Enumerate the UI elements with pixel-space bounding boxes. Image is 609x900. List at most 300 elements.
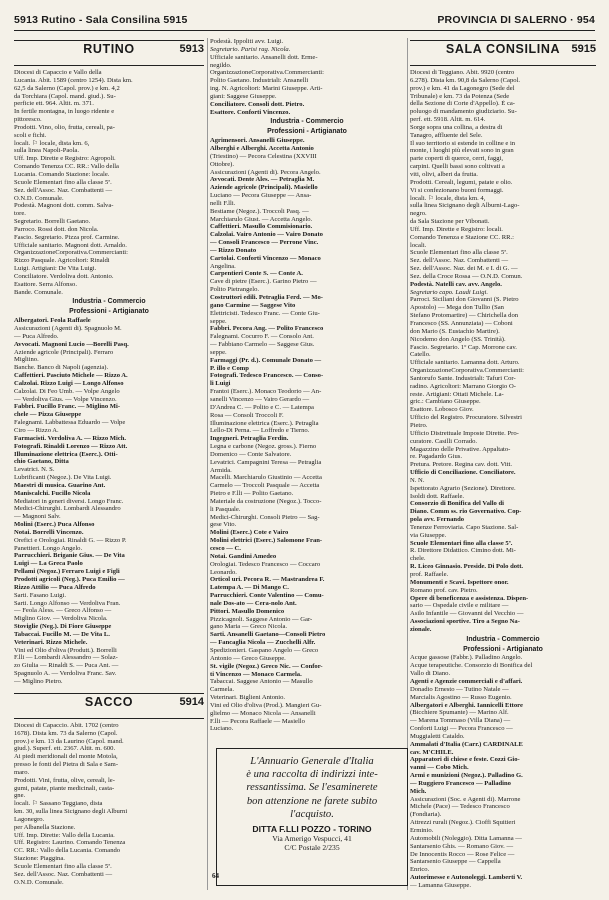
entry-line: Santarsenio Ghis. — Romano Giov. — xyxy=(410,842,514,850)
entry-line: — Fancaglia Nicola — Zucchelli Alfr. xyxy=(210,639,316,647)
entry-line: Molini elettrici (Eserc.) Salomone Fran- xyxy=(210,537,323,545)
entry-line: restе. Artigiani: Ottati Michele. La- xyxy=(410,390,504,398)
section-heading: Professioni - Artigianato xyxy=(69,308,149,316)
entry-line: Mich. xyxy=(410,787,427,795)
entry-line: Miglino Giov. — Verdoliva Nicola. xyxy=(14,615,108,623)
entry-line: Automobili (Noleggio). Ditta Lamanna — xyxy=(410,834,522,842)
entry-line: Marchiarulo Giust. — Accetta Angelo. xyxy=(210,215,313,223)
entry-line: Panettieri. Longo Angelo. xyxy=(14,544,83,552)
entry-line: — Lamanna Giuseppe. xyxy=(410,881,471,889)
entry-line: (Fondiaria). xyxy=(410,811,442,819)
entry-line: Prodotti agricoli (Neg.). Puca Emilio — xyxy=(14,576,125,583)
entry-line: Mediatori in generi diversi. Longo Franc. xyxy=(14,497,124,505)
entry-line: Maniscalchi. Fucillo Nicola xyxy=(14,489,91,497)
entry-line: Ufficio Distrettuale Imposte Dirette. Pro- xyxy=(410,429,519,437)
entry-line: Podestà. Magnoni dott. comm. Salva- xyxy=(14,202,114,210)
entry-line: Prodotti. Vini, frutta, olive, cereali, le- xyxy=(14,776,115,784)
entry-line: Albergatori e Alberghi. Iannicelli Ettore xyxy=(410,701,523,709)
entry-line: Domenico — Conte Salvatore. xyxy=(210,450,292,458)
entry-line: Caffettieri. Masullo Commisionario. xyxy=(210,223,313,231)
entry-line: Ingegneri. Petraglia Ferdin. xyxy=(210,435,289,443)
entry-line: chele — Pizza Giuseppe xyxy=(14,411,82,419)
entry-line: Magazzino delle Privative. Appaltato- xyxy=(410,445,511,453)
entry-line: Parrucchieri. Conte Valentino — Comu- xyxy=(210,592,324,600)
entry-line: Luigi. Artigiani: De Vita Luigi. xyxy=(14,265,97,273)
entry-line: Acque terapeutiche. Consorzio di Bonifica del xyxy=(410,662,533,670)
entry-line: Elettricisti. Tedesco Franc. — Conte Giu- xyxy=(210,309,320,317)
entry-line: Marcialis Agostino — Russo Eugenio. xyxy=(410,693,512,701)
entry-line: Santarsenio Giuseppe — Cappella xyxy=(410,858,501,866)
entry-line: St. vigile (Negoz.) Greco Nic. — Confor- xyxy=(210,662,323,670)
entry-line: Illuminazione elettrica (Eserc.). Otti- xyxy=(14,450,118,458)
entry-line: da Torchiara (Capol. mand. giud.). Su- xyxy=(14,92,116,100)
entry-line: — Consoli Francesco — Perrone Vinc. xyxy=(210,239,319,247)
section-heading: Industria - Commercio xyxy=(466,635,540,643)
entry-line: Ottobre). xyxy=(210,160,234,168)
entry-line: Fascio. Segretario. Pizza prof. Carmine. xyxy=(14,233,120,241)
section-heading: Industria - Commercio xyxy=(72,298,146,306)
entry-line: 6.278). Dista km. 90,8 da Salerno (Capol. xyxy=(410,76,521,84)
entry-line: re. Pagadardo Gius. xyxy=(410,453,463,461)
entry-line: (Triestino) — Pecora Celestina (XXVIII xyxy=(210,152,317,160)
advertisement-box xyxy=(216,748,408,886)
entry-line: Fabbri. Pecora Ang. — Polito Francesco xyxy=(210,325,324,333)
entry-line: pittoresco. xyxy=(14,116,42,124)
entry-line: Parroci. Siciliani don Giovanni (S. Pietro xyxy=(410,296,519,304)
entry-line: Vini ed Olio d'oliva (Produtt.). Borrelli xyxy=(14,646,117,654)
entry-line: Medici-Chirurghi. Lombardi Alessandro xyxy=(14,505,121,513)
entry-line: Carpentieri Conte S. — Conte A. xyxy=(210,270,303,278)
entry-line: prov.) e km. 13 da Laurino (Capol. mand. xyxy=(14,737,124,745)
entry-line: Ammalati d'Italia (Carr.) CARDINALE xyxy=(410,740,523,748)
entry-line: Falegnami. Labbattessa Eduardo — Volpe xyxy=(14,419,126,427)
entry-line: Conciliatore. Verdoliva dott. Antonio. xyxy=(14,272,114,280)
entry-line: Avvocati. Dente Ales. — Petraglia M. xyxy=(210,176,315,184)
entry-line: viti, olivi, alberi da frutta. xyxy=(410,170,478,178)
entry-line: Avvocati. Magnoni Lucio —Borelli Pasq. xyxy=(14,340,129,348)
town-number: 5913 xyxy=(179,43,204,55)
entry-line: prov.) e km. 41 da Lagonegro (Sede del xyxy=(410,84,515,92)
entry-line: Carmela. xyxy=(210,686,234,694)
entry-line: Luciano. xyxy=(210,725,234,733)
entry-line: Orticol uri. Pecora R. — Mastrandrea F. xyxy=(210,576,325,584)
entry-line: Sarti. Longo Alfonso — Verdoliva Fran. xyxy=(14,599,121,607)
town-name: SACCO xyxy=(84,694,134,709)
entry-line: Pretura. Pretore. Regina cav. dott. Vitt. xyxy=(410,461,512,469)
entry-line: Agenti e Agenzie commerciali e d'affari. xyxy=(410,677,523,685)
entry-line: Scuole Elementari fino alla classe 5ª. xyxy=(14,178,112,186)
entry-line: Prodotti. Vino, olio, frutta, cereali, pa- xyxy=(14,123,115,131)
entry-line: Orologiai. Tedesco Francesco — Coccaro xyxy=(210,560,321,568)
entry-line: Enrico. xyxy=(410,866,430,874)
page-number: 64 xyxy=(212,872,219,880)
entry-line: D'Andrea C. — Polito e C. — Latempa xyxy=(210,403,314,411)
entry-line: Sez. dell'Assoc. Naz. Combattenti — xyxy=(410,257,509,265)
entry-line: — Feola Aless. — Greco Alfonso — xyxy=(14,607,112,615)
entry-line: Esattore. Serra Alfonso. xyxy=(14,280,77,288)
section-heading: Professioni - Artigianato xyxy=(463,645,543,653)
entry-line: chio Gaetano, Ditta xyxy=(14,458,69,466)
entry-line: R. Direttore Didattico. Cimino dott. Mi- xyxy=(410,547,516,555)
entry-line: OrganizzazioneCorporativa.Commercianti: xyxy=(410,367,524,375)
entry-line: Veterinari. Biglieni Antonio. xyxy=(210,694,286,702)
entry-line: 62,5 da Salerno (Capol. prov.) e km. 4,2 xyxy=(14,84,120,92)
entry-line: De Innocentis Rocco — Rose Felice — xyxy=(410,850,515,858)
entry-line: zionale. xyxy=(410,625,432,633)
entry-line: Conforti Luigi — Pecora Francesco — xyxy=(410,725,513,733)
entry-line: locali. ⚐ locale, dista km. 4, xyxy=(410,194,486,202)
entry-line: Maestri di musica. Guarino Ant. xyxy=(14,481,106,489)
entry-line: Aziende agricole (Principali). Ferraro xyxy=(14,348,114,356)
entry-line: Comando Tenenza CC. RR.: Vallo della xyxy=(14,163,119,171)
entry-line: Lagonegro. xyxy=(14,815,45,823)
entry-line: Sez. dell'Assoc. Naz. dei M. e I. di G. — xyxy=(410,265,518,273)
entry-line: gumi, patate, piante medicinali, casta- xyxy=(14,784,115,792)
entry-line: Rosa — Consoli Troccoli F. xyxy=(210,411,284,419)
entry-line: Assicurazioni (Soc. e Agenti di). Marrone xyxy=(410,795,521,803)
entry-line: — Rizzo Donato xyxy=(210,246,257,254)
entry-line: — Ruggiero Francesco — Palladino xyxy=(410,779,511,787)
entry-line: Sorge sopra una collina, a destra di xyxy=(410,123,503,131)
entry-line: Michele (Pace) — Tedesco Francesco xyxy=(410,803,510,811)
entry-line: Tabaccai. Saggese Antonio — Masullo xyxy=(210,678,313,686)
entry-line: Orefici e Orologiai. Rinaldi G. — Rizzo P. xyxy=(14,536,127,544)
entry-line: Romano prof. cav. Pietro. xyxy=(410,586,478,594)
entry-line: Ufficiale sanitario. Ansanelli dott. Erme- xyxy=(210,53,318,61)
entry-line: Segretario capo. Laudi Luigi. xyxy=(410,288,488,296)
entry-line: Pietro e F.lli — Polito Gaetano. xyxy=(210,490,294,498)
entry-line: Apostolo) — Mega don Tullio (San xyxy=(410,304,504,312)
entry-line: Esattore. Conforti Vincenzo. xyxy=(210,108,291,116)
entry-line: CC. RR.: Vallo della Lucania. Comando xyxy=(14,847,121,855)
entry-line: monte, i luoghi più elevati sono in gran xyxy=(410,147,514,155)
entry-line: Luciano — Pecora Giuseppe — Ansa- xyxy=(210,192,312,200)
entry-line: Vallo di Diano. xyxy=(410,670,451,678)
entry-line: Macelli. Marchiarulo Giustinio — Accetta xyxy=(210,474,322,482)
entry-line: tore. xyxy=(14,210,26,218)
entry-line: Sez. dell'Assoc. Naz. Combattenti — xyxy=(14,186,113,194)
entry-line: Diocesi di Teggiano. Abit. 9920 (centro xyxy=(410,69,515,76)
entry-line: Diano. Comm ss. rio Governativo. Cop- xyxy=(410,508,522,516)
section-heading: Industria - Commercio xyxy=(270,118,344,126)
entry-line: Isoldi dott. Raffaele. xyxy=(410,492,465,500)
entry-line: Sarti. Fasano Luigi. xyxy=(14,591,67,599)
entry-line: Uff. Imp. Dirette: Vallo della Lucania. xyxy=(14,831,115,839)
entry-line: Fotografi. Rinaldi Lorenzo — Rizzo Att. xyxy=(14,442,128,450)
entry-line: Polito Pietrangelo. xyxy=(210,286,260,294)
entry-line: da Sala Stazione per Vibonati. xyxy=(410,218,490,226)
entry-line: Molini (Eserc.) Cote e Vairo xyxy=(210,529,289,537)
entry-line: Ufficio di Conciliazione. Conciliatore. xyxy=(410,469,516,477)
entry-line: Sarti. Ansanelli Gaetano—Consoli Pietro xyxy=(210,631,326,639)
entry-line: Ufficio del Registro. Procuratore. Silvestri xyxy=(410,414,522,422)
entry-line: — Verdoliva Gius. — Volpe Vincenzo. xyxy=(14,395,117,403)
entry-line: OrganizzazioneCorporativa.Commercianti: xyxy=(14,249,128,257)
entry-line: Ai piedi meridionali del monte Motola, xyxy=(14,753,118,761)
entry-line: ing. N. Agricoltori: Marini Giuseppe. Arti- xyxy=(210,85,323,93)
entry-line: Podestà. Ippoliti avv. Luigi. xyxy=(210,38,284,45)
entry-line: Bande. Comunale. xyxy=(14,288,63,296)
column-left xyxy=(14,38,204,892)
entry-line: pola avv. Fernando xyxy=(410,516,465,524)
entry-line: nale Dos-ato — Cera-nolo Ant. xyxy=(210,599,297,607)
entry-line: sulla linea Napoli-Paola. xyxy=(14,147,80,155)
entry-line: Cave di pietre (Eserc.). Garino Pietro — xyxy=(210,278,317,286)
entry-line: per Albanella Stazione. xyxy=(14,823,76,831)
entry-line: Cartolai. Conforti Vincenzo — Monaco xyxy=(210,254,321,262)
entry-line: gano Carmine — Saggese Vito xyxy=(210,301,296,309)
entry-line: Scuole Elementari fino alla classe 5ª. xyxy=(410,539,513,547)
spacer xyxy=(14,686,204,691)
entry-line: Calzolai. Rizzo Luigi — Longo Alfonso xyxy=(14,379,124,387)
entry-line: — Puca Alfredo. xyxy=(14,332,59,340)
entry-line: Fabbri. Fucillo Franc. — Miglino Mi- xyxy=(14,403,121,411)
entry-line: Migliino. xyxy=(14,356,39,364)
entry-line: Esattore. Lobosco Giov. xyxy=(410,406,474,414)
entry-line: Sez. dell'Assoc. Naz. Combattenti — xyxy=(14,870,113,878)
entry-line: Vini ed Olio d'oliva (Prod.). Mangieri Gu- xyxy=(210,701,322,709)
town-heading xyxy=(14,693,204,719)
entry-line: Ciro — Rizzo A. xyxy=(14,426,59,434)
entry-line: Diocesi di Capaccio. Abit. 1702 (centro xyxy=(14,721,119,729)
entry-line: giud.). Superf. ett. 2367. Altit. m. 600. xyxy=(14,745,116,753)
entry-line: Uff. Imp. Dirette e Registro: Agropoli. xyxy=(14,155,116,163)
entry-line: Parrucchieri. Briganie Gius. — De Vita xyxy=(14,552,125,560)
entry-line: prof. Raffaele. xyxy=(410,571,449,578)
page-header xyxy=(14,10,595,31)
entry-line: (Bicchiere Spumante) — Marino Alf. xyxy=(410,709,509,717)
entry-line: Fotografi. Tedesco Francesco. — Conso- xyxy=(210,372,324,380)
entry-line: — Magnoni Salv. xyxy=(14,513,61,521)
column-right xyxy=(410,38,596,892)
entry-line: Angelina. xyxy=(210,262,236,270)
entry-line: li Pasquale. xyxy=(210,505,241,513)
entry-line: Pizzicagnoli. Saggese Antonio — Gar- xyxy=(210,615,313,623)
entry-line: Tanagro, affluente del Sele. xyxy=(410,131,483,139)
entry-line: glielmo — Monaco Nicola — Ansanelli xyxy=(210,709,316,717)
entry-line: perficie ett. 964. Altit. m. 371. xyxy=(14,100,94,108)
entry-line: maro. xyxy=(14,768,30,776)
entry-line: Ufficiale sanitario. Magnoni dott. Arnaldo. xyxy=(14,241,127,249)
entry-line: zo Giulia — Rinaldi S. — Puca Ant. — xyxy=(14,662,119,670)
entry-line: nelli F.lli. xyxy=(210,199,236,207)
entry-line: Tribunale) e km. 73 da Potenza (Sede xyxy=(410,92,510,100)
entry-line: seppe. xyxy=(210,317,227,325)
entry-line: scoli e fichi. xyxy=(14,131,47,139)
entry-line: locali. ⚐ locale, dista km. 6, xyxy=(14,139,90,147)
entry-line: Segretario. Parisi rag. Nicola. xyxy=(210,45,291,53)
entry-line: Ispettorato Agrario (Sezione). Direttore. xyxy=(410,484,516,492)
entry-line: Assicurazioni (Agenti di). Pecora Angelo. xyxy=(210,168,321,176)
entry-line: Costruttori edili. Petraglia Ferd. — Mo- xyxy=(210,294,323,301)
town-name: RUTINO xyxy=(83,42,135,56)
ad-text: L'Annuario Generale d'Italia è una raccolta di indirizzi inte- ressantissima. Se l'esaminerete bon attenzione ne farete subito l'acquisto. xyxy=(246,756,378,820)
entry-line: Comando Tenenza e Stazione CC. RR.: xyxy=(410,233,514,241)
entry-line: sanelli Vincenzo — Vairo Gerardo — xyxy=(210,395,310,403)
entry-line: R. Liceo Ginnasio. Preside. Di Polo dott. xyxy=(410,563,524,571)
entry-line: Sez. della Croce Rossa — O.N.D. Comun. xyxy=(410,272,523,280)
entry-line: Podestà. Natelli cav. avv. Angelo. xyxy=(410,280,502,288)
entry-line: — Miglino Pietro. xyxy=(14,677,63,685)
entry-line: Opere di beneficenza e assistenza. Dispen- xyxy=(410,594,529,602)
entry-line: 1678). Dista km. 73 da Salerno (Capol. xyxy=(14,729,118,737)
entry-line: Stazione: Piaggina. xyxy=(14,855,65,863)
entry-line: Polito Gaetano. Industriali: Ansanelli xyxy=(210,77,309,85)
entry-line: ti Vincenzo — Monaco Carmela. xyxy=(210,670,302,678)
entry-line: curatore. Casilli Corrado. xyxy=(410,437,478,445)
entry-line: Rizzo Pasquale. Agricoltori: Rinaldi xyxy=(14,257,110,265)
entry-line: Calzolai. Di Feo Umb. — Volpe Angelo xyxy=(14,387,120,395)
entry-line: Pietro. xyxy=(410,421,428,429)
entry-line: poluogo di mandamento giudiziario. Su- xyxy=(410,108,517,116)
entry-line: Uff. Registro: Laurino. Comando Tenenza xyxy=(14,839,126,847)
entry-line: Molini (Eserc.) Puca Alfonso xyxy=(14,521,95,529)
entry-line: Latempa A. — Di Mango C. xyxy=(210,584,289,592)
entry-line: Segretario. Borrelli Gaetano. xyxy=(14,218,91,226)
entry-line: Consorzio di Bonifica del Vallo di xyxy=(410,500,504,508)
entry-line: Levatrici. Campagnini Teresa — Petraglia xyxy=(210,458,322,466)
entry-line: Frantoi (Eserc.). Monaco Teodorio — An- xyxy=(210,388,322,396)
entry-line: Tenenze Ferroviaria. Capo Stazione. Sal- xyxy=(410,523,519,531)
entry-line: Stoviglie (Neg.). Di Fiore Giuseppe xyxy=(14,623,112,631)
column-divider xyxy=(207,38,208,890)
entry-line: N. N. xyxy=(410,476,425,484)
entry-line: Agrimensori. Ansanelli Giuseppe. xyxy=(210,137,305,145)
entry-line: Aziende agricole (Principali). Masiello xyxy=(210,184,318,192)
entry-line: Muggialetti Cataldo. xyxy=(410,732,465,740)
entry-line: negildo. xyxy=(210,61,232,69)
entry-line: Tabaccai. Fucillo M. — De Vita L. xyxy=(14,630,110,638)
town-number: 5914 xyxy=(179,695,204,708)
entry-line: sario — Ospedale civile e militare — xyxy=(410,602,509,610)
entry-line: Farmaggi (Pr. d.). Comunale Donato — xyxy=(210,356,322,364)
ad-address: Via Amerigo Vespucci, 41 xyxy=(272,834,352,844)
entry-line: Spagnuolo A. — Verdoliva Franc. Sav. xyxy=(14,670,117,678)
entry-line: In fertile montagna, in luogo ridente e xyxy=(14,108,115,116)
entry-line: gese Vito. xyxy=(210,521,237,529)
entry-line: Albergatori. Feola Raffaele xyxy=(14,317,91,325)
entry-line: F.lli — Lombardi Alessandro — Solaz- xyxy=(14,654,118,662)
entry-line: Francesco (SS. Annunziata) — Coboni xyxy=(410,320,513,327)
entry-line: Spedizionieri. Gaspano Angelo — Greco xyxy=(210,646,319,654)
entry-line: presso le fonti del Pietra di Sala e Sam- xyxy=(14,761,119,769)
entry-line: via Giuseppe. xyxy=(410,531,447,539)
entry-line: Nicodemo don Angelo (SS. Trinità). xyxy=(410,335,506,343)
entry-line: cesco — C. xyxy=(210,545,241,552)
entry-line: Farmacisti. Verdoliva A. — Rizzo Mich. xyxy=(14,434,127,442)
entry-line: radino. Agricoltori: Marrano Giorgio O- xyxy=(410,382,516,390)
entry-line: Catello. xyxy=(410,351,431,359)
entry-line: Falegnami. Cocurrο F. — Consolo Ant. xyxy=(210,333,314,341)
entry-line: Monumenti e Scavi. Ispettore onor. xyxy=(410,578,509,586)
entry-line: Parroco. Rossi dott. don Nicola. xyxy=(14,225,99,233)
entry-line: Leonardo. xyxy=(210,568,237,576)
town-number: 5915 xyxy=(571,43,596,55)
entry-line: locali. xyxy=(410,241,427,249)
entry-line: Santorufo Sante. Industriali: Tafuri Cor- xyxy=(410,374,516,382)
running-head-right: PROVINCIA DI SALERNO · 954 xyxy=(437,14,595,26)
entry-line: Associazioni sportive. Tiro a Segno Na- xyxy=(410,618,520,626)
entry-line: locali. ⚐ Sassano Teggiano, dista xyxy=(14,800,103,808)
town-name: SALA CONSILINA xyxy=(445,42,561,56)
entry-line: Medici-Chirurghi. Consoli Pietro — Sag- xyxy=(210,513,320,521)
town-heading xyxy=(14,40,204,66)
entry-line: don Mario (S. Eustachio Martire). xyxy=(410,327,500,335)
entry-line: Fascio. Segretario. 1º Cap. Morrone cav. xyxy=(410,343,517,351)
entry-line: Donadio Ernesto — Tutino Natale — xyxy=(410,685,509,693)
ad-postal-account: C/C Postale 2/235 xyxy=(284,843,340,853)
entry-line: Prodotti. Cereali, legumi, patate e olio. xyxy=(410,178,513,186)
entry-line: giani: Saggese Giuseppe. xyxy=(210,92,277,100)
entry-line: O.N.D. Comunale. xyxy=(14,878,64,886)
entry-line: Banche. Banco di Napoli (agenzia). xyxy=(14,364,109,372)
ad-firm: DITTA F.LLI POZZO - TORINO xyxy=(252,824,372,835)
entry-line: Lello-Di Perna. — Loffredo e Tierno. xyxy=(210,427,310,435)
entry-line: Armida. xyxy=(210,466,232,474)
entry-line: vanni — Cobo Mich. xyxy=(410,764,469,772)
entry-line: Uff. Imp. Dirette e Registro: locali. xyxy=(410,225,503,233)
entry-line: Autorimesse e Autonoleggi. Lamberti V. xyxy=(410,874,523,882)
entry-line: Caffettieri. Pasciuto Michele — Rizzo A. xyxy=(14,372,128,380)
entry-line: Il suo territorio si estende in colline e in xyxy=(410,139,516,147)
entry-line: Calzolai. Vairo Antonio — Vairo Donato xyxy=(210,231,323,239)
entry-line: parte coperti di querce, cerri, faggi, xyxy=(410,155,503,163)
entry-line: Apparatori di chiese e feste. Cozzi Gio- xyxy=(410,756,520,764)
entry-line: Illuminazione elettrica (Eserc.). Petraglia xyxy=(210,419,319,427)
entry-line: Notai. Borrelli Vincenzo. xyxy=(14,528,84,536)
town-heading xyxy=(410,40,596,66)
entry-line: cav. M'CHILE. xyxy=(410,748,454,756)
entry-line: Lucania. Abit. 1589 (centro 1254). Dista km. xyxy=(14,76,133,84)
entry-line: Scuole Elementari fino alla classe 5ª. xyxy=(410,249,508,257)
entry-line: Pittori. Masullo Domenico xyxy=(210,607,285,615)
entry-line: Veterinari. Rizzo Michele. xyxy=(14,638,88,646)
entry-line: Lubrificanti (Negoz.). De Vita Luigi. xyxy=(14,474,112,482)
entry-line: Rizzo Attilio — Puca Alfredo xyxy=(14,583,96,591)
entry-line: — Fabbiano Carmelo — Saggese Gius. xyxy=(210,341,315,349)
entry-line: km. 30, sulla linea Sicignano degli Alburni xyxy=(14,808,128,816)
entry-line: Notai. Gandini Amedeo xyxy=(210,552,277,560)
entry-line: Materiale da costruzione (Negoz.). Tocco- xyxy=(210,497,322,505)
entry-line: Carmelo — Troccoli Pasquale — Accetta xyxy=(210,482,320,490)
entry-line: OrganizzazioneCorporativa.Commercianti: xyxy=(210,69,324,77)
running-head-left: 5913 Rutino - Sala Consilina 5915 xyxy=(14,14,188,26)
entry-line: perf. ett. 5918. Altit. m. 614. xyxy=(410,116,486,124)
entry-line: gne. xyxy=(14,792,26,800)
entry-line: Stefano Protomartire) — Chirichella don xyxy=(410,312,519,320)
entry-line: gric.: Cambiano Giuseppe. xyxy=(410,398,481,406)
entry-line: P. illo e Comp xyxy=(210,364,249,372)
entry-line: li Luigi xyxy=(210,380,231,388)
entry-line: Bestiame (Negoz.). Troccoli Pasq. — xyxy=(210,207,309,215)
entry-line: Ufficiale sanitario. Lamanna dott. Arturo. xyxy=(410,359,520,367)
entry-line: Pellami (Negoz.) Ferraro Luigi e Figli xyxy=(14,568,120,576)
entry-line: chele. xyxy=(410,555,426,563)
entry-line: Attrezzi rurali (Negoz.). Cioffi Squitieri xyxy=(410,819,516,827)
entry-line: sulla linea Sicignano degli Alburni-Lago- xyxy=(410,202,520,210)
entry-line: Lucania. Comando Stazione: locale. xyxy=(14,170,110,178)
entry-line: O.N.D. Comunale. xyxy=(14,194,64,202)
section-heading: Professioni - Artigianato xyxy=(267,128,347,136)
entry-line: Assicurazioni (Agenti di). Spagnuolo M. xyxy=(14,325,122,332)
entry-line: Erminio. xyxy=(410,827,434,834)
entry-line: gano Maria — Greco Nicola. xyxy=(210,623,288,631)
entry-line: Diocesi di Capaccio e Vallo della xyxy=(14,69,102,76)
entry-line: della Sezione di Corte d'Appello). È ca- xyxy=(410,100,516,108)
entry-line: Luigi — La Greca Paolo xyxy=(14,560,83,568)
entry-line: carpini. Quelli bassi sono coltivati a xyxy=(410,163,505,171)
entry-line: Alberghi e Alberghi. Accetta Antonio xyxy=(210,144,314,152)
